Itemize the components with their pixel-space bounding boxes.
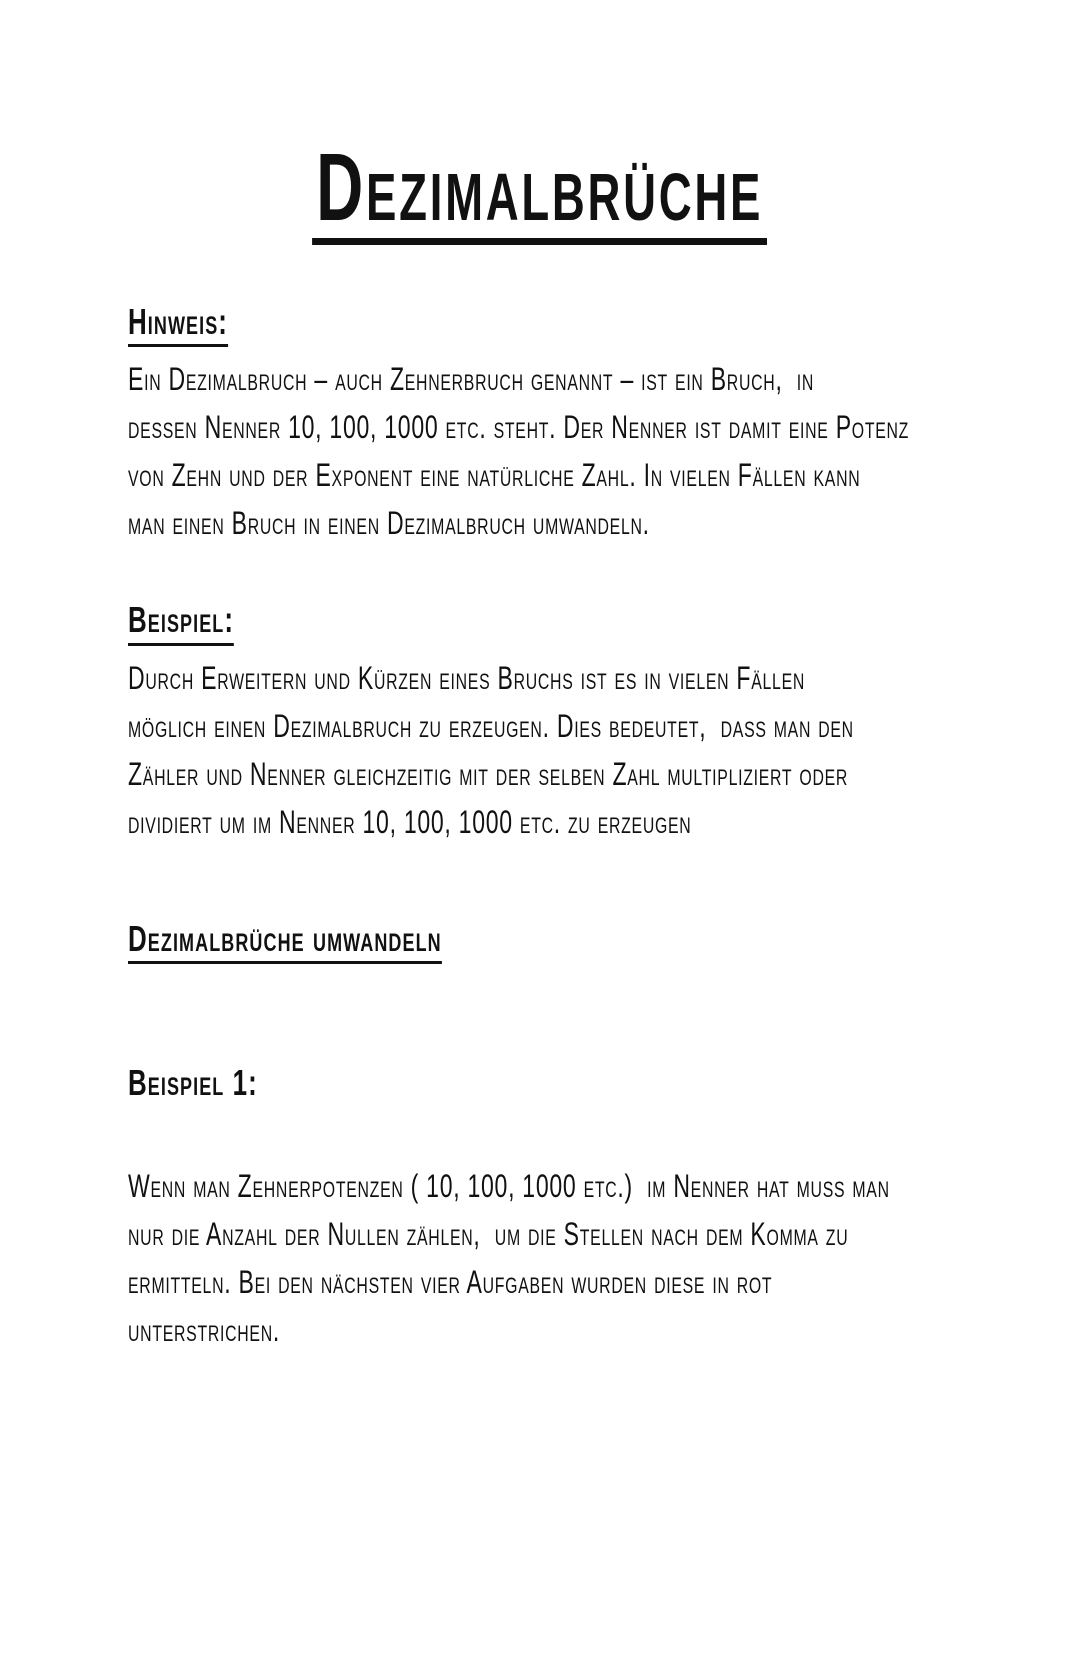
beispiel-1-paragraph <box>128 1162 952 1354</box>
body-line: Zähler und Nenner gleichzeitig mit der selben Zahl multipliziert oder <box>128 755 849 792</box>
document-page <box>0 134 1080 1667</box>
umwandeln-heading: Dezimalbrüche umwandeln <box>128 918 442 964</box>
section-beispiel-1 <box>128 1062 952 1353</box>
body-line: von Zehn und der Exponent eine natürliche Zahl. In vielen Fällen kann <box>128 457 861 494</box>
beispiel-heading: Beispiel: <box>128 599 234 645</box>
title-row <box>128 134 952 245</box>
body-line: nur die Anzahl der Nullen zählen, um die Stellen nach dem Komma zu <box>128 1215 849 1252</box>
hinweis-heading: Hinweis: <box>128 301 228 347</box>
body-line: dividiert um im Nenner 10, 100, 1000 etc. zu erzeugen <box>128 803 692 840</box>
section-umwandeln <box>128 918 952 970</box>
page-title: Dezimalbrüche <box>312 140 767 245</box>
body-line: Wenn man Zehnerpotenzen ( 10, 100, 1000 etc.) im Nenner hat muss man <box>128 1167 890 1204</box>
section-beispiel <box>128 599 952 845</box>
beispiel-paragraph <box>128 654 952 846</box>
body-line: man einen Bruch in einen Dezimalbruch umwandeln. <box>128 505 650 542</box>
body-line: Ein Dezimalbruch – auch Zehnerbruch genannt – ist ein Bruch, in <box>128 361 815 398</box>
body-line: ermitteln. Bei den nächsten vier Aufgaben wurden diese in rot <box>128 1263 773 1300</box>
body-line: dessen Nenner 10, 100, 1000 etc. steht. Der Nenner ist damit eine Potenz <box>128 409 910 446</box>
hinweis-paragraph <box>128 355 952 547</box>
beispiel-1-heading: Beispiel 1: <box>128 1062 258 1104</box>
body-line: möglich einen Dezimalbruch zu erzeugen. Dies bedeutet, dass man den <box>128 707 854 744</box>
body-line: unterstrichen. <box>128 1311 281 1348</box>
body-line: Durch Erweitern und Kürzen eines Bruchs ist es in vielen Fällen <box>128 659 806 696</box>
section-hinweis <box>128 301 952 547</box>
